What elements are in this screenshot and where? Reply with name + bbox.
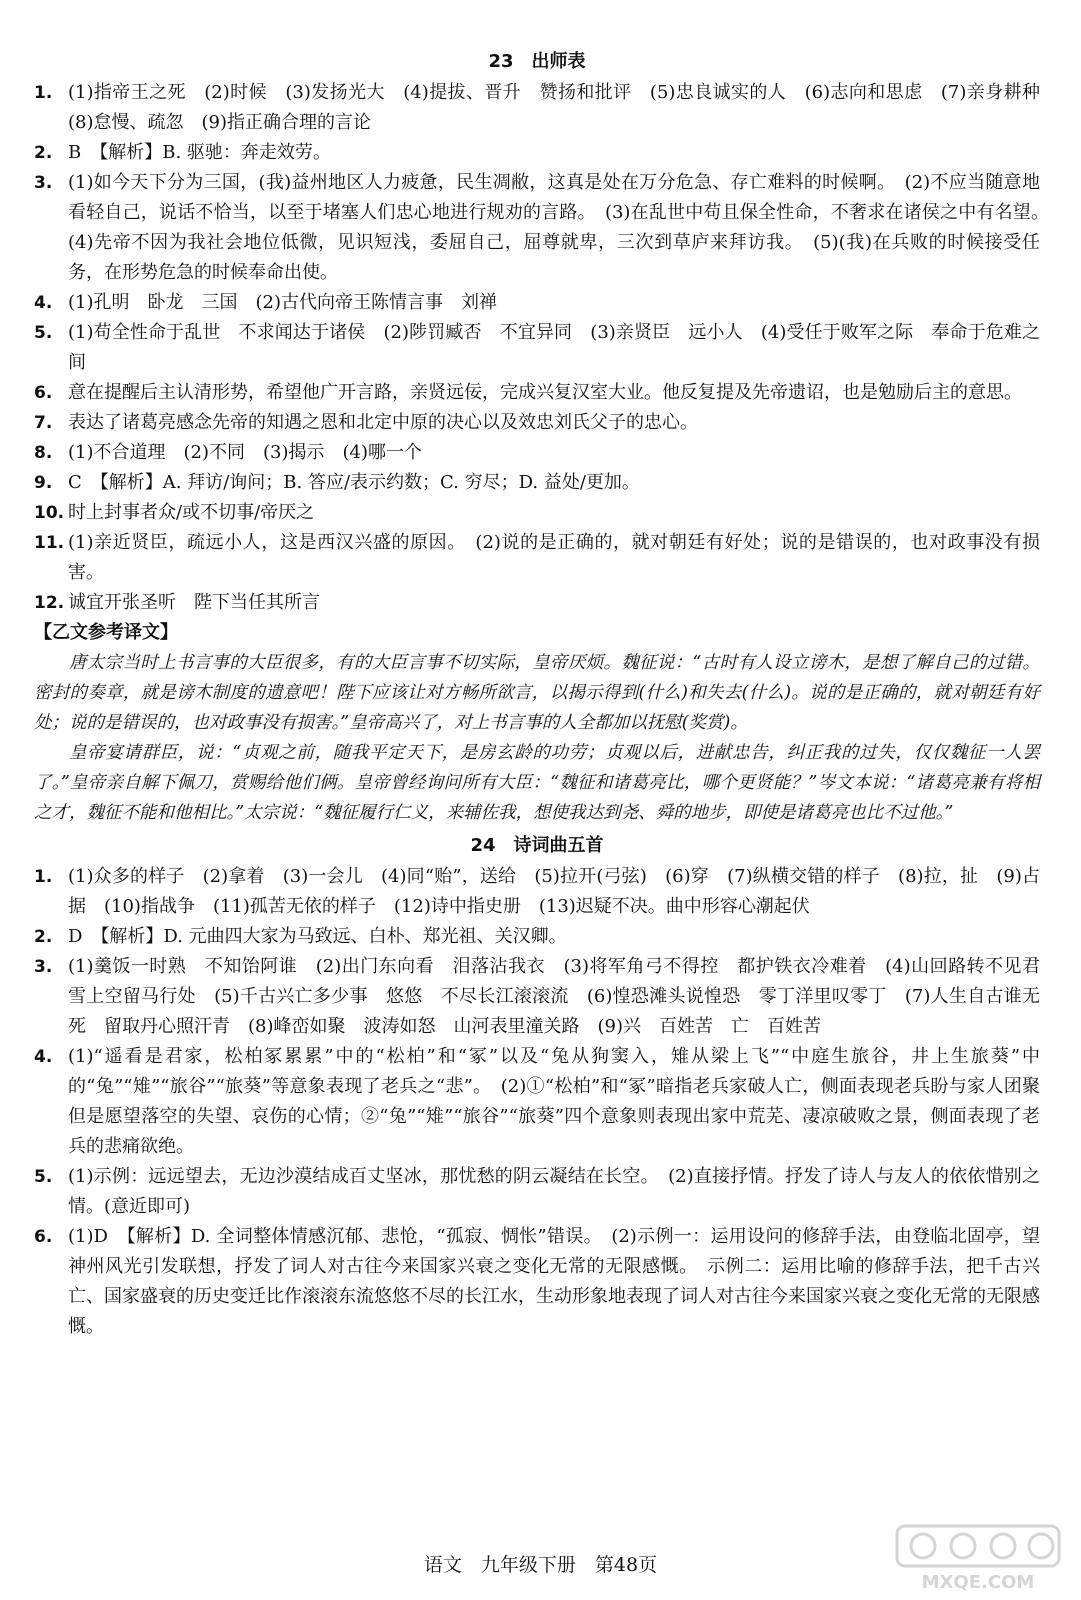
answer-text: 意在提醒后主认清形势，希望他广开言路，亲贤远佞，完成兴复汉室大业。他反复提及先帝遗诏，也是勉励后主的意思。: [68, 382, 1022, 403]
answer-item: [34, 378, 1040, 408]
answer-item: [34, 862, 1040, 922]
answer-item: [34, 288, 1040, 318]
translation-paragraph: 皇帝宴请群臣，说：“贞观之前，随我平定天下，是房玄龄的功劳；贞观以后，进献忠告，纠正我的过失，仅仅魏征一人罢了。”皇帝亲自解下佩刀，赏赐给他们俩。皇帝曾经询问所有大臣：“魏征和诸葛亮比，哪个更贤能？”岑文本说：“诸葛亮兼有将相之才，魏征不能和他相比。”太宗说：“魏征履行仁义，来辅佐我，想使我达到尧、舜的地步，即使是诸葛亮也比不过他。”: [34, 743, 1040, 823]
answer-number: 4.: [34, 293, 53, 313]
answer-item: [34, 952, 1058, 1042]
answer-number: 3.: [34, 173, 53, 193]
answer-number: 5.: [34, 1167, 53, 1187]
answer-number: 8.: [34, 443, 53, 463]
answer-item: [34, 168, 1058, 288]
answer-number: 11.: [34, 533, 65, 553]
answer-number: 1.: [34, 83, 53, 103]
answer-text: (1)众多的样子 (2)拿着 (3)一会儿 (4)同“贻”，送给 (5)拉开(弓弦) (6)穿 (7)纵横交错的样子 (8)拉，扯 (9)占据 (10)指战争 (11)孤苦无依的样子 (12)诗中指史册 (13)迟疑不决。曲中形容心潮起伏: [68, 866, 1040, 917]
page-footer: 语文 九年级下册 第48页: [423, 1554, 658, 1576]
answer-list: [34, 78, 1058, 618]
answer-number: 12.: [34, 593, 65, 613]
answer-text: (1)苟全性命于乱世 不求闻达于诸侯 (2)陟罚臧否 不宜异同 (3)亲贤臣 远小人 (4)受任于败军之际 奉命于危难之间: [68, 322, 1040, 373]
answer-item: [34, 528, 1040, 588]
answer-list: [34, 862, 1058, 1342]
answer-text: D 【解析】D. 元曲四大家为马致远、白朴、郑光祖、关汉卿。: [68, 926, 567, 947]
translation-heading: 【乙文参考译文】: [34, 622, 178, 643]
svg-text:MXQE.COM: MXQE.COM: [921, 1572, 1035, 1593]
answer-item: [34, 588, 1040, 618]
answer-item: [34, 138, 1040, 168]
answer-item: [34, 408, 1040, 438]
answer-number: 5.: [34, 323, 53, 343]
answer-text: C 【解析】A. 拜访/询问；B. 答应/表示约数；C. 穷尽；D. 益处/更加。: [68, 472, 640, 493]
translation-paragraph: 唐太宗当时上书言事的大臣很多，有的大臣言事不切实际，皇帝厌烦。魏征说：“古时有人设立谤木，是想了解自己的过错。密封的奏章，就是谤木制度的遗意吧！陛下应该让对方畅所欲言，以揭示得到(什么)和失去(什么)。说的是正确的，就对朝廷有好处；说的是错误的，也对政事没有损害。”皇帝高兴了，对上书言事的人全都加以抚慰(奖赏)。: [34, 653, 1040, 733]
section-24: [34, 832, 1058, 1342]
answer-text: (1)指帝王之死 (2)时候 (3)发扬光大 (4)提拔、晋升 赞扬和批评 (5)忠良诚实的人 (6)志向和思虑 (7)亲身耕种 (8)怠慢、疏忽 (9)指正确合理的言论: [68, 82, 1058, 133]
answer-text: (1)羹饭一时熟 不知饴阿谁 (2)出门东向看 泪落沾我衣 (3)将军角弓不得控 都护铁衣冷难着 (4)山回路转不见君 雪上空留马行处 (5)千古兴亡多少事 悠悠 不尽长江滚滚流 (6)惶恐滩头说惶恐 零丁洋里叹零丁 (7)人生自古谁无死 留取丹心照汗青 (8)峰峦如聚 波涛如怒 山河表里潼关路 (9)兴 百姓苦 亡 百姓苦: [68, 956, 1058, 1037]
watermark-logo: [893, 1522, 1063, 1594]
answer-number: 2.: [34, 927, 53, 947]
answer-text: (1)如今天下分为三国，(我)益州地区人力疲惫，民生凋敝，这真是处在万分危急、存亡难料的时候啊。 (2)不应当随意地看轻自己，说话不恰当，以至于堵塞人们忠心地进行规劝的言路。 (3)在乱世中苟且保全性命，不奢求在诸侯之中有名望。 (4)先帝不因为我社会地位低微，见识短浅，委屈自己，屈尊就卑，三次到草庐来拜访我。 (5)(我)在兵败的时候接受任务，在形势危急的时候奉命出使。: [68, 172, 1058, 283]
answer-text: 表达了诸葛亮感念先帝的知遇之恩和北定中原的决心以及效忠刘氏父子的忠心。: [68, 412, 698, 433]
answer-number: 3.: [34, 957, 53, 977]
answer-text: (1)亲近贤臣，疏远小人，这是西汉兴盛的原因。 (2)说的是正确的，就对朝廷有好处；说的是错误的，也对政事没有损害。: [68, 532, 1040, 583]
section-title: 24 诗词曲五首: [470, 835, 604, 856]
answer-number: 2.: [34, 143, 53, 163]
answer-item: [34, 468, 1040, 498]
answer-text: 时上封事者众/或不切事/帝厌之: [68, 502, 315, 523]
answer-text: 诚宜开张圣听 陛下当任其所言: [68, 592, 320, 613]
answer-text: B 【解析】B. 驱驰：奔走效劳。: [68, 142, 331, 163]
answer-page: [34, 44, 1058, 1342]
answer-item: [34, 922, 1040, 952]
answer-number: 7.: [34, 413, 53, 433]
section-title: 23 出师表: [488, 51, 586, 72]
answer-item: [34, 438, 1040, 468]
answer-text: (1)示例：远远望去，无边沙漠结成百丈坚冰，那忧愁的阴云凝结在长空。 (2)直接抒情。抒发了诗人与友人的依依惜别之情。(意近即可): [68, 1166, 1040, 1217]
answer-text: (1)“遥看是君家，松柏冢累累”中的“松柏”和“冢”以及“兔从狗窦入，雉从梁上飞”“中庭生旅谷，井上生旅葵”中的“兔”“雉”“旅谷”“旅葵”等意象表现了老兵之“悲”。 (2)①“松柏”和“冢”暗指老兵家破人亡，侧面表现老兵盼与家人团聚但是愿望落空的失望、哀伤的心情；②“兔”“雉”“旅谷”“旅葵”四个意象则表现出家中荒芜、凄凉破败之景，侧面表现了老兵的悲痛欲绝。: [68, 1046, 1040, 1157]
answer-text: (1)不合道理 (2)不同 (3)揭示 (4)哪一个: [68, 442, 422, 463]
answer-item: [34, 1222, 1040, 1342]
answer-number: 1.: [34, 867, 53, 887]
answer-item: [34, 78, 1058, 138]
answer-number: 9.: [34, 473, 53, 493]
section-23: [34, 48, 1058, 828]
answer-item: [34, 1042, 1040, 1162]
answer-number: 6.: [34, 1227, 53, 1247]
answer-text: (1)孔明 卧龙 三国 (2)古代向帝王陈情言事 刘禅: [68, 292, 497, 313]
answer-item: [34, 1162, 1040, 1222]
answer-number: 10.: [34, 503, 65, 523]
answer-item: [34, 498, 1040, 528]
answer-number: 6.: [34, 383, 53, 403]
answer-text: (1)D 【解析】D. 全词整体情感沉郁、悲怆，“孤寂、惆怅”错误。 (2)示例一：运用设问的修辞手法，由登临北固亭，望神州风光引发联想，抒发了词人对古往今来国家兴衰之变化无常的无限感慨。 示例二：运用比喻的修辞手法，把千古兴亡、国家盛衰的历史变迁比作滚滚东流悠悠不尽的长江水，生动形象地表现了词人对古往今来国家兴衰之变化无常的无限感慨。: [68, 1226, 1040, 1337]
answer-item: [34, 318, 1040, 378]
answer-number: 4.: [34, 1047, 53, 1067]
